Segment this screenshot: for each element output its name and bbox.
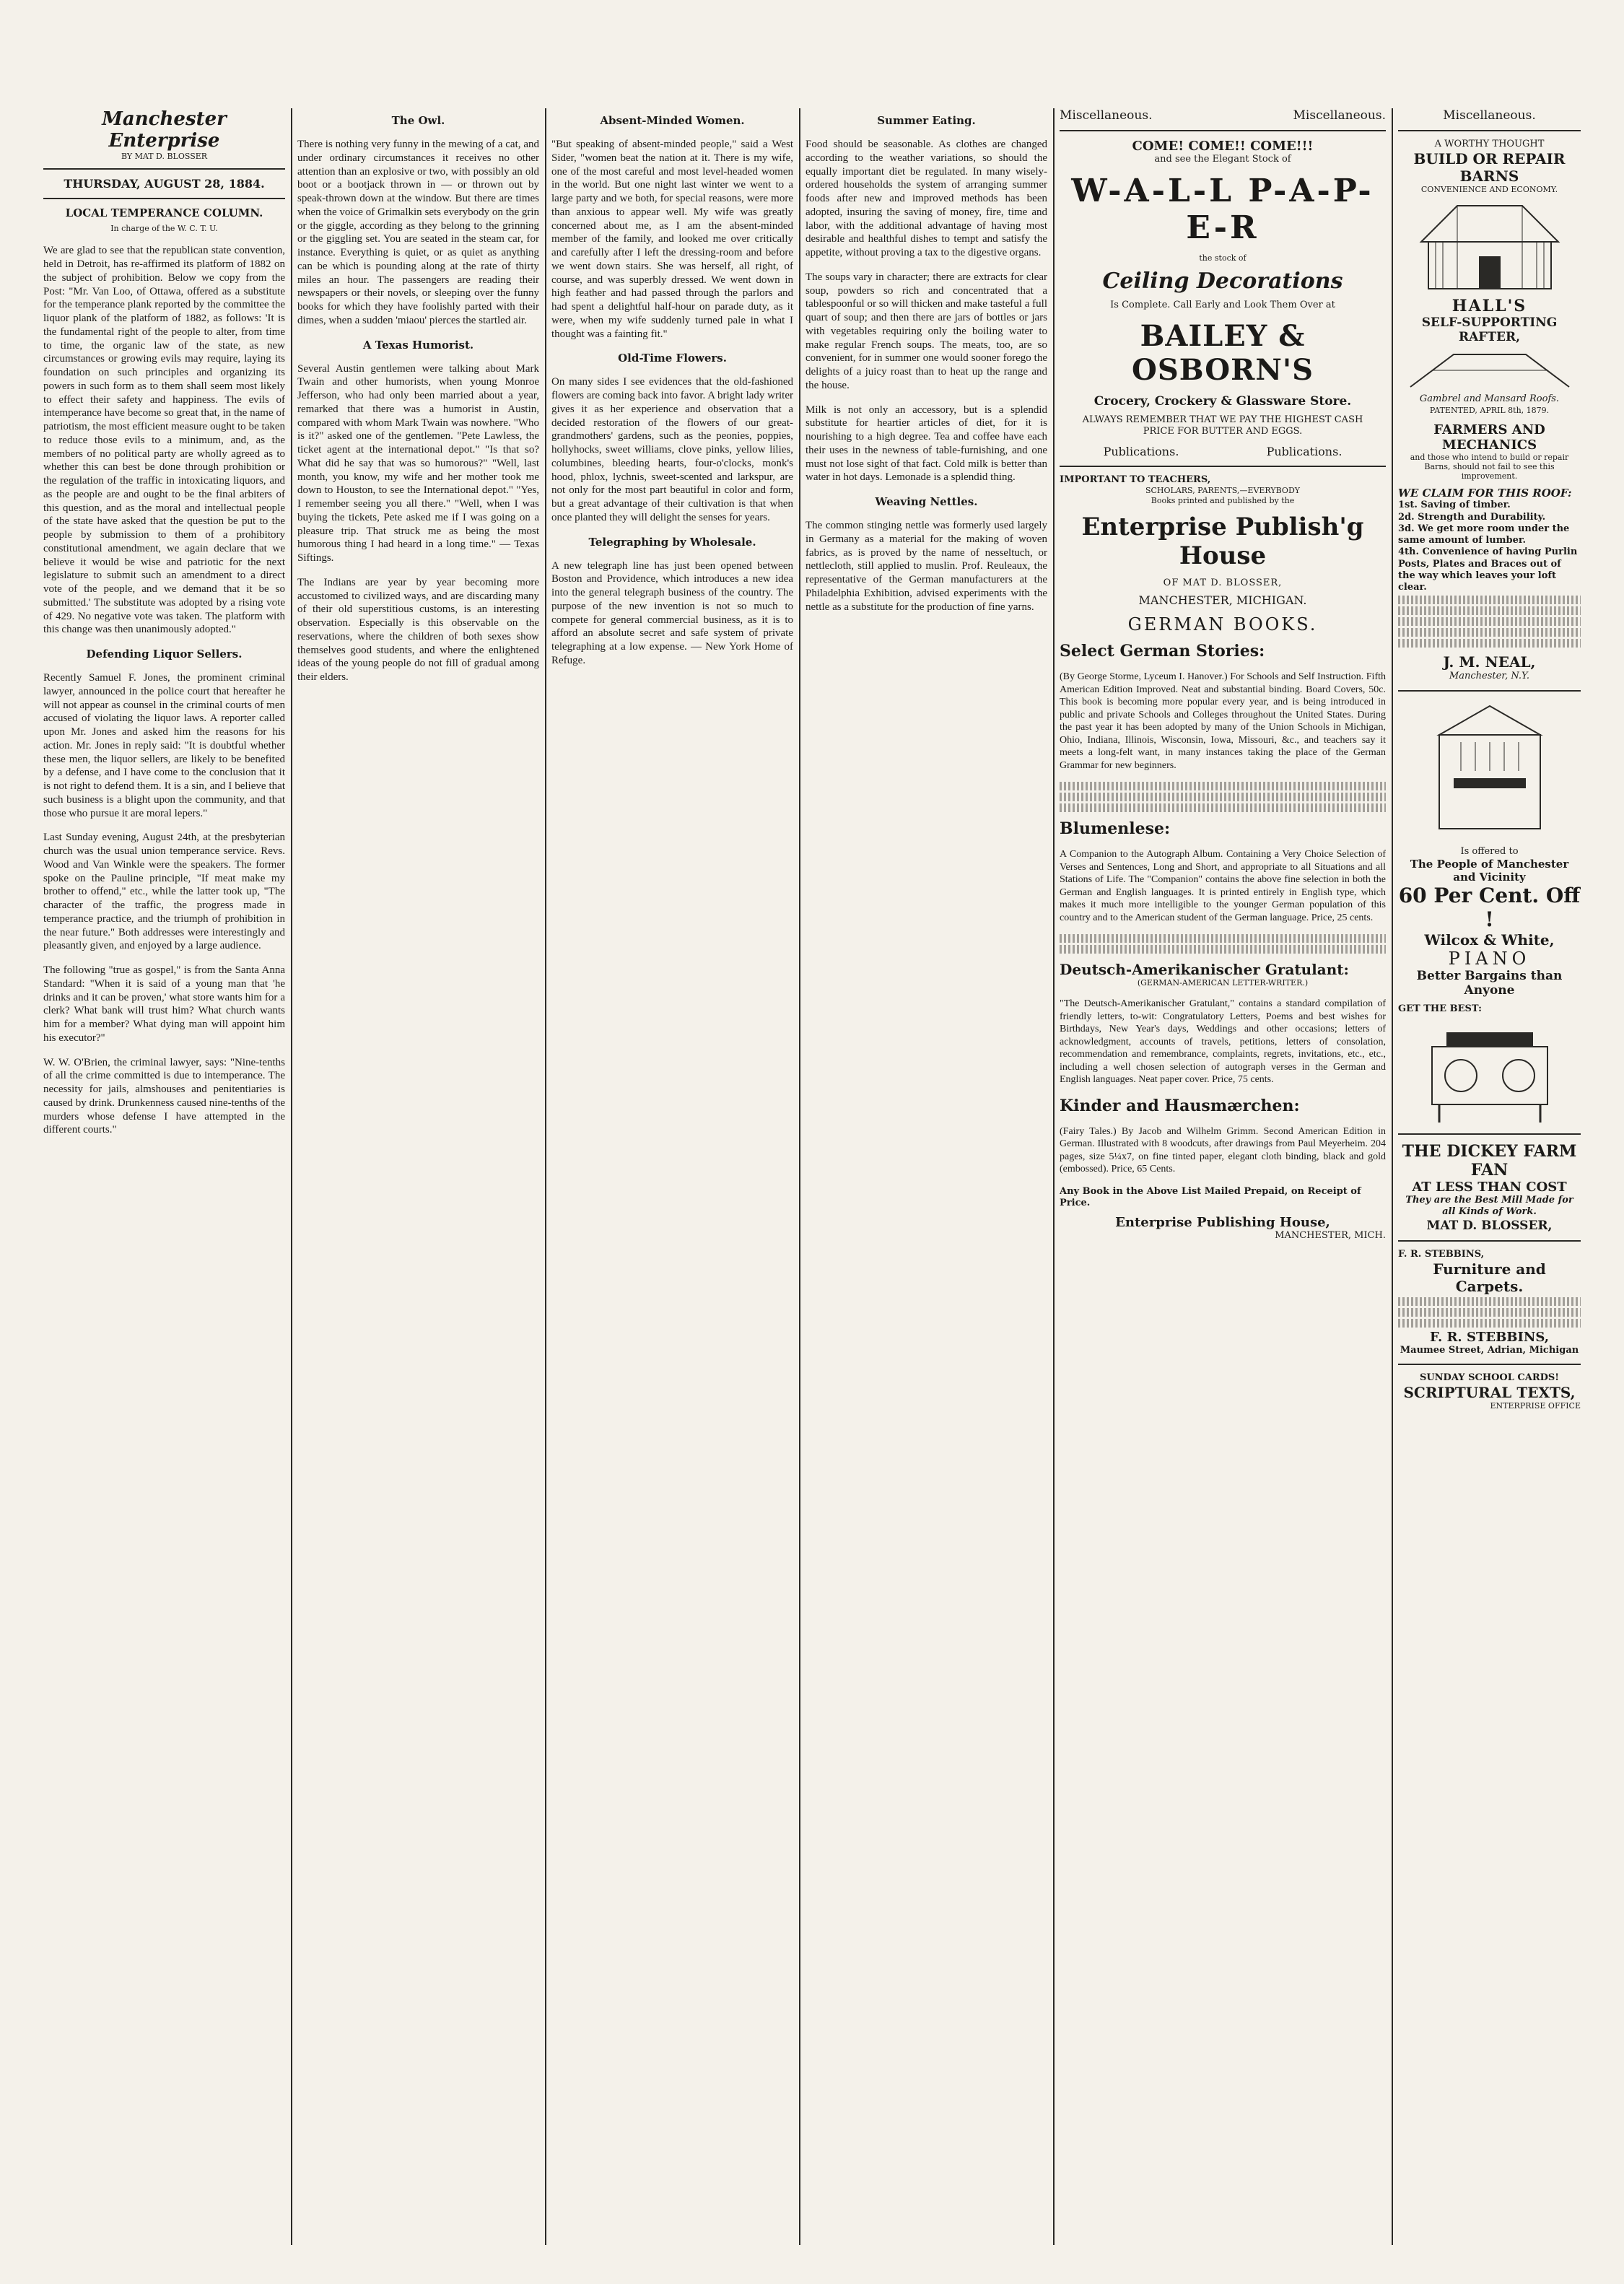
column-3 <box>551 108 793 2245</box>
owl-title: The Owl. <box>391 114 445 127</box>
bailey-osborn: BAILEY & OSBORN'S <box>1131 318 1314 387</box>
select-title: Select German Stories: <box>1060 642 1265 661</box>
remember-line: ALWAYS REMEMBER THAT WE PAY THE HIGHEST CASH <box>1082 414 1363 425</box>
claim-3: 3d. We get more room under the same amount of lumber. <box>1398 523 1570 546</box>
rafter-diagram <box>1403 347 1576 391</box>
summer-body: Food should be seasonable. As clothes are changed according to the weather variations, so should the equally important diet be regulated. In many wisely-ordered households the system of arranging summer foods after new and improved methods has been adopted, insuring the saving of money, fire, time and labor, with the additional advantage of having most desirable and healthful dishes to tempt and satisfy the appetite, without proving a tax to the digestive organs. <box>806 139 1047 258</box>
gratulant-body: "The Deutsch-Amerikanischer Gratulant," contains a standard compilation of friendly letters, to-wit: Congratulatory Letters, Poems and best wishes for Birthdays, New Year's days, Weddings and other occasions; letters of acknowledgment, accounts of travels, petitions, letters of consolation, recommendation and remembrance, complaints, regrets, invitations, etc., etc., including a well chosen selection of autograph verses in the German and English languages. Neat paper cover. Price, 75 cents. <box>1060 998 1386 1086</box>
build-line: BUILD OR REPAIR BARNS <box>1413 150 1566 186</box>
teachers-line: IMPORTANT TO TEACHERS, <box>1060 474 1211 486</box>
misc-header <box>1060 108 1386 123</box>
misc-header-6: Miscellaneous. <box>1443 108 1536 123</box>
agent-name: J. M. NEAL, <box>1443 653 1536 671</box>
scriptural: SCRIPTURAL TEXTS, <box>1403 1384 1576 1402</box>
complete-line: Is Complete. Call Early and Look Them Over at <box>1110 300 1335 311</box>
column-4 <box>806 108 1047 2245</box>
flowers-body: On many sides I see evidences that the old-fashioned flowers are coming back into favor. A bright lady writer gives it as her experience and observation that a decided restoration of the flowers of our great-grandmothers' gardens, such as the peonies, poppies, hollyhocks, sweet williams, clove pinks, yellow lilies, columbines, bleeding hearts, four-o'clocks, monk's hood, phlox, lychnis, sweet-scented and larkspur, are not only for the most part beautiful in color and form, but a great advantage of their cultivation is that when once planted they will delight the senses for years. <box>551 376 793 523</box>
nettles-body: The common stinging nettle was formerly used largely in Germany as a material for the making of woven fabrics, as is proved by the name of nesseltuch, or nettlecloth, still applied to muslin. Prof. Reuleaux, the representative of the German manufacturers at the Philadelphia Exhibition, advised experiments with the nettle as a substitute for the production of fine yarns. <box>806 520 1047 613</box>
claim-1: 1st. Saving of timber. <box>1398 500 1511 511</box>
column-6 <box>1398 108 1581 2245</box>
dickey-fan: THE DICKEY FARM FAN <box>1402 1142 1577 1180</box>
verse-body: The following "true as gospel," is from the Santa Anna Standard: "When it is said of a young man that 'he drinks and it can be proven,' what store wants him for a clerk? What bank will trust him? What church wants him for a member? What dying man will appoint him his executor?" <box>43 964 285 1044</box>
publish-house: Enterprise Publish'g House <box>1081 512 1364 570</box>
elegant-line: and see the Elegant Stock of <box>1154 154 1291 165</box>
german-books: GERMAN BOOKS. <box>1127 614 1318 635</box>
summer-body-2: The soups vary in character; there are extracts for clear soup, powders so rich and concentrated that a tablespoonful or so will thicken and make tasteful a full quart of soup; and then there are jars of bottles or jars with vegetables requiring only the boiling water to make regular French soups. The meats, too, are so convenient, for in summer one would sooner forego the delights of a juicy roast than to heat up the range and the house. <box>806 271 1047 391</box>
column-1 <box>43 108 285 2245</box>
stove-illustration <box>1410 1018 1569 1126</box>
temperance-body: We are glad to see that the republican state convention, held in Detroit, has re-affirmed its platform of 1882 on the subject of prohibition. Below we copy from the Post: "Mr. Van Loo, of Ottawa, offered as a substitute for the temperance plank reported by the committee the liquor plank of the platform of 1882, as follows: 'It is the fundamental right of the people to alter, from time to time, the organic law of the state, as new circumstances or growing evils may require, laying its foundation on such principles and organizing its powers in such form as to them shall seem most likely to effect their safety and happiness. The evils of intemperance have become so great that, in the name of patriotism, the most efficient measure ought to be taken to reduce those evils to a minimum, and, as the members of no political party are wholly agreed as to whether this can best be done through prohibition or the regulation of the traffic in intoxicating liquors, and as the people are and ought to be the final arbiters of this question, and as the moral and intellectual people of the state have asked that the question be put to the people by submission to them of a prohibitory constitutional amendment, we again declare that we believe it would be wise and patriotic for the next legislature to submit such an amendment to a direct vote of the people, and we demand that it be so submitted.' The substitute was adopted by a rising vote of 429. No negative vote was taken. The platform with this change was then unanimously adopted." <box>43 245 285 636</box>
pub-city: MANCHESTER, MICH. <box>1275 1230 1386 1242</box>
claim-2: 2d. Strength and Durability. <box>1398 511 1546 523</box>
scholars-line: SCHOLARS, PARENTS,—EVERYBODY <box>1145 486 1301 496</box>
nettles-title: Weaving Nettles. <box>875 495 978 508</box>
office: ENTERPRISE OFFICE <box>1490 1401 1581 1411</box>
gambrel-line: Gambrel and Mansard Roofs. <box>1419 393 1560 405</box>
misc-header-right: Miscellaneous. <box>1293 108 1386 123</box>
price-line: PRICE FOR BUTTER AND EGGS. <box>1143 425 1303 437</box>
best-mill: They are the Best Mill Made for all Kinds of Work. <box>1405 1195 1573 1218</box>
kinder-title: Kinder and Hausmærchen: <box>1060 1096 1300 1115</box>
pub-house: Enterprise Publishing House, <box>1115 1215 1330 1231</box>
claim-4: 4th. Convenience of having Purlin Posts, Plates and Braces out of the way which leaves your loft clear. <box>1398 546 1578 593</box>
masthead-title: Manchester Enterprise <box>102 108 227 152</box>
masthead-byline: BY MAT D. BLOSSER <box>121 152 208 161</box>
cards: SUNDAY SCHOOL CARDS! <box>1419 1372 1560 1384</box>
discount: 60 Per Cent. Off ! <box>1398 883 1581 931</box>
convenience-line: CONVENIENCE AND ECONOMY. <box>1420 185 1558 195</box>
column-5 <box>1060 108 1386 2245</box>
stebbins-2: F. R. STEBBINS, <box>1429 1329 1550 1345</box>
summer-title: Summer Eating. <box>877 114 976 127</box>
people-line: The People of Manchester and Vicinity <box>1410 857 1569 884</box>
store-line: Crocery, Crockery & Glassware Store. <box>1093 393 1352 409</box>
gratulant-title: Deutsch-Amerikanischer Gratulant: <box>1060 961 1349 979</box>
summer-body-3: Milk is not only an accessory, but is a splendid substitute for heartier articles of diet, for it is nourishing to a high degree. Tea and coffee have each their uses in the newness of table-furnishing, and one must not lose sight of that fact. Cold milk is better than water in hot days. Lemonade is a splendid thing. <box>806 404 1047 484</box>
piano: PIANO <box>1448 948 1531 969</box>
blosser: MAT D. BLOSSER, <box>1426 1218 1553 1233</box>
telegraph-title: Telegraphing by Wholesale. <box>588 535 756 549</box>
indians-body: The Indians are year by year becoming more accustomed to civilized ways, and are discarding many of their old superstitious customs, is an interesting observation. Especially is this observable on the reservations, where the children of both sexes show themselves good students, and where the enlightened ideas of the young people do not fill of gradual among their elders. <box>297 576 539 683</box>
mailed-line: Any Book in the Above List Mailed Prepaid, on Receipt of Price. <box>1060 1185 1361 1208</box>
publications-left: Publications. <box>1103 445 1179 459</box>
come-line: COME! COME!! COME!!! <box>1132 139 1314 154</box>
temperance-subtitle: In charge of the W. C. T. U. <box>110 224 218 234</box>
farmers-body: and those who intend to build or repair Barns, should not fail to see this improvement. <box>1410 452 1569 481</box>
select-body: (By George Storme, Lyceum I. Hanover.) For Schools and Self Instruction. Fifth American Edition Improved. Neat and substantial binding. Board Covers, 50c. This book is becoming more popular every year, and is being introduced in public and private Schools and Colleges throughout the United States. During the past year it has been adopted by many of the Union Schools in Michigan, Ohio, Indiana, Illinois, Wisconsin, Iowa, Missouri, &c., and teachers say it meets a long-felt want, in many instances taking the place of the German Grammar for new beginners. <box>1060 671 1386 771</box>
worthy-line: A WORTHY THOUGHT <box>1434 139 1545 149</box>
publications-right: Publications. <box>1266 445 1343 459</box>
liquor-body: Recently Samuel F. Jones, the prominent criminal lawyer, announced in the police court that hereafter he will not appear as counsel in the criminal courts of men accused of violating the liquor laws. A reporter called upon Mr. Jones and asked him the reasons for his action. Mr. Jones in reply said: "It is doubtful whether these men, the liquor sellers, are likely to be benefited by a defense, and I have come to the conclusion that it is not right to defend them. It is a sin, and I believe that such business is a blight upon the community, and that those who pursue it are moral lepers." <box>43 672 285 819</box>
liquor-title: Defending Liquor Sellers. <box>86 648 243 661</box>
bargains: Better Bargains than Anyone <box>1416 968 1563 998</box>
offered-line: Is offered to <box>1460 845 1519 857</box>
patented-line: PATENTED, APRIL 8th, 1879. <box>1429 405 1550 415</box>
farmers-line: FARMERS AND MECHANICS <box>1433 422 1545 453</box>
barn-illustration <box>1414 199 1566 292</box>
flowers-title: Old-Time Flowers. <box>618 352 727 365</box>
blumen-body: A Companion to the Autograph Album. Containing a Very Choice Selection of Verses and Sentences, Long and Short, and appropriate to all Situations and all Stations of Life. The "Companion" contains the above fine selection in both the German and English languages. It is printed entirely in English type, which makes it much more intelligible to the younger German population of this country and to the American student of the German language. Price, 25 cents. <box>1060 849 1386 923</box>
furniture: Furniture and Carpets. <box>1433 1260 1546 1295</box>
stock-line: the stock of <box>1199 253 1247 263</box>
temperance-title: LOCAL TEMPERANCE COLUMN. <box>65 206 263 220</box>
rafter-line: SELF-SUPPORTING RAFTER, <box>1421 315 1558 345</box>
city-line: MANCHESTER, MICHIGAN. <box>1138 593 1307 608</box>
column-2 <box>297 108 539 2245</box>
masthead-date: THURSDAY, AUGUST 28, 1884. <box>64 177 265 191</box>
meeting-body: Last Sunday evening, August 24th, at the presbyterian church was the usual union temperance service. Revs. Wood and Van Winkle were the speakers. The former spoke on the Pauline principle, "If meat make my brother to offend," etc., while the latter took up, "The character of the traffic, the progress made in temperance practice, and the triumph of prohibition in the near future." Both addresses were interestingly and pleasantly given, and enjoyed by a large audience. <box>43 832 285 952</box>
agent-city: Manchester, N.Y. <box>1449 671 1530 682</box>
of-mat: OF MAT D. BLOSSER, <box>1163 577 1283 588</box>
humorist-title: A Texas Humorist. <box>362 338 474 352</box>
stebbins: F. R. STEBBINS, <box>1398 1248 1485 1260</box>
publications-header <box>1060 445 1386 458</box>
street: Maumee Street, Adrian, Michigan <box>1400 1344 1579 1356</box>
humorist-body: Several Austin gentlemen were talking about Mark Twain and other humorists, when young Monroe Jefferson, who had only been married about a year, remarked that there was a humorist in Austin, compared with whom Mark Twain was nowhere. "Who is it?" asked one of the gentlemen. "Pete Lawless, the ticket agent at the international depot." "Is that so? What did he say that was so humorous?" "Well, last month, you know, my wife and her mother took me down to Houston, to see the International depot." "Yes, I remember seeing you all there." "Well, when I was buying the tickets, Pete asked me if I was going on a pleasure trip. That struck me as being the most humorous thing I had heard in a long time." — Texas Siftings. <box>297 362 539 564</box>
wilcox: Wilcox & White, <box>1424 930 1555 949</box>
wallpaper-display: W-A-L-L P-A-P-E-R <box>1071 173 1374 247</box>
telegraph-body: A new telegraph line has just been opened between Boston and Providence, which introduces a new idea into the general telegraph business of the country. The purpose of the new invention is not so much to compete for general commercial business, as it is to afford an absolute secret and safe system of private telegraphing at a low expense. — New York Home of Refuge. <box>551 559 793 666</box>
newspaper-page <box>43 108 1581 2252</box>
misc-header-left: Miscellaneous. <box>1060 108 1153 123</box>
claim-title: WE CLAIM FOR THIS ROOF: <box>1398 487 1572 500</box>
organ-illustration <box>1418 699 1562 843</box>
absent-body: "But speaking of absent-minded people," said a West Sider, "women beat the nation at it. There is my wife, one of the most careful and most level-headed women in the world. But one night last winter we went to a large party and we both, for special reasons, were more than anxious to appear well. My wife was greatly concerned about me, as I am the absent-minded member of the family, and looked me over critically and carefully after I left the dressing-room and before we went down stairs. She was herself, all right, of course, and was superbly dressed. We went down in high feather and had passed through the parlors and had spent a delightful half-hour on parade duty, as it were, when my wife suddenly turned pale in what I thought was a fainting fit." <box>551 139 793 340</box>
less-cost: AT LESS THAN COST <box>1412 1180 1567 1195</box>
ceiling-display: Ceiling Decorations <box>1102 269 1343 295</box>
owl-body: There is nothing very funny in the mewing of a cat, and under ordinary circumstances it receives no other attention than an explosive or two, with possibly an old boot or a bootjack thrown in — or thrown out by speak-thrown down at the window. But there are times when the voice of Grimalkin sets everybody on the grin or the giggle, according as they belong to the grinning or the giggling set. You are seated in the steam car, for instance. Everything is quiet, or as quiet as anything can be which is pounding along at the rate of thirty miles an hour. The passengers are reading their newspapers or their novels, or sleeping over the funny books for which they have foolishly parted with their dimes, when a sudden 'miaou' pierces the startled air. <box>297 139 539 326</box>
get-best: GET THE BEST: <box>1398 1003 1482 1014</box>
absent-title: Absent-Minded Women. <box>600 114 745 127</box>
books-by-line: Books printed and published by the <box>1151 495 1295 505</box>
halls: HALL'S <box>1451 297 1527 316</box>
kinder-body: (Fairy Tales.) By Jacob and Wilhelm Grimm. Second American Edition in German. Illustrated with 8 woodcuts, after drawings from Paul Meyerheim. 204 pages, size 5¼x7, on fine tinted paper, elegant cloth binding, black and gold (embossed). Price, 65 Cents. <box>1060 1125 1386 1175</box>
blumen-title: Blumenlese: <box>1060 819 1171 839</box>
gratulant-sub: (GERMAN-AMERICAN LETTER-WRITER.) <box>1137 978 1309 988</box>
obrien-body: W. W. O'Brien, the criminal lawyer, says: "Nine-tenths of all the crime committed is due to intemperance. The necessity for jails, almshouses and penitentiaries is caused by drink. Drunkenness caused nine-tenths of the murders whose defense I have attempted in the different courts." <box>43 1056 285 1136</box>
